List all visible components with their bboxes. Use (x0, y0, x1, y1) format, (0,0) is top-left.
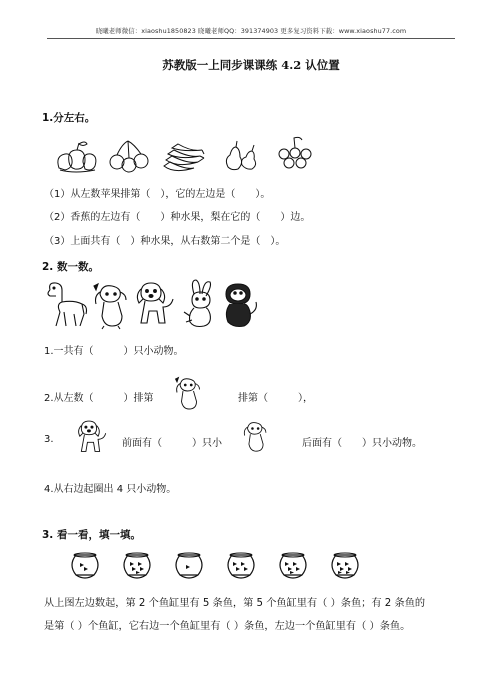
section-2-heading: 2. 数一数。 (42, 261, 99, 273)
s1-question-1: （1）从左数苹果排第（ ），它的左边是（ ）。 (44, 189, 271, 200)
fruit-bananas-image (160, 140, 206, 174)
animal-dog-small-image (172, 376, 206, 412)
s3-line-2: 是第（ ）个鱼缸，它右边一个鱼缸里有（ ）条鱼，左边一个鱼缸里有（ ）条鱼。 (44, 621, 411, 632)
fruit-apples-image (55, 138, 99, 174)
fishbowls-row-image (70, 551, 360, 581)
animal-dog-image (74, 418, 110, 456)
s3-line-1: 从上图左边数起，第 2 个鱼缸里有 5 条鱼，第 5 个鱼缸里有（ ）条鱼；有 2 条鱼的 (44, 598, 426, 609)
fruit-cherries-image (108, 138, 150, 174)
animal-dog-image (133, 279, 177, 329)
s2-question-2-part-1: 2.从左数（ ）排第 (44, 393, 154, 404)
page-header: 晓曦老师微信：xiaoshu1850823 晓曦老师QQ：391374903 更多复习资料下载：www.xiaoshu77.com (95, 27, 407, 35)
s2-question-3-number: 3. (44, 434, 54, 445)
animal-rabbit-image (180, 278, 220, 330)
fruit-pears-image (222, 137, 262, 173)
s2-question-3-part-2: 后面有（ ）只小动物。 (302, 438, 422, 449)
animal-monkey-image (220, 280, 260, 330)
section-3-heading: 3. 看一看，填一填。 (42, 529, 141, 541)
header-divider (47, 38, 455, 39)
page-title: 苏教版一上同步课课练 4.2 认位置 (162, 58, 340, 72)
animal-dog-small-image (240, 420, 272, 454)
section-1-heading: 1.分左右。 (42, 112, 96, 124)
animal-dog-small-image (92, 282, 132, 330)
s1-question-3: （3）上面共有（ ）种水果，从右数第二个是（ ）。 (44, 236, 286, 247)
s2-question-1: 1.一共有（ ）只小动物。 (44, 346, 184, 357)
s1-question-2: （2）香蕉的左边有（ ）种水果，梨在它的（ ）边。 (44, 212, 311, 223)
s2-question-4: 4.从右边起圈出 4 只小动物。 (44, 484, 177, 495)
s2-question-3-part-1: 前面有（ ）只小 (122, 438, 222, 449)
fruit-grapes-image (274, 134, 316, 172)
s2-question-2-part-2: 排第（ ）， (238, 393, 313, 404)
animal-horse-image (44, 280, 88, 330)
